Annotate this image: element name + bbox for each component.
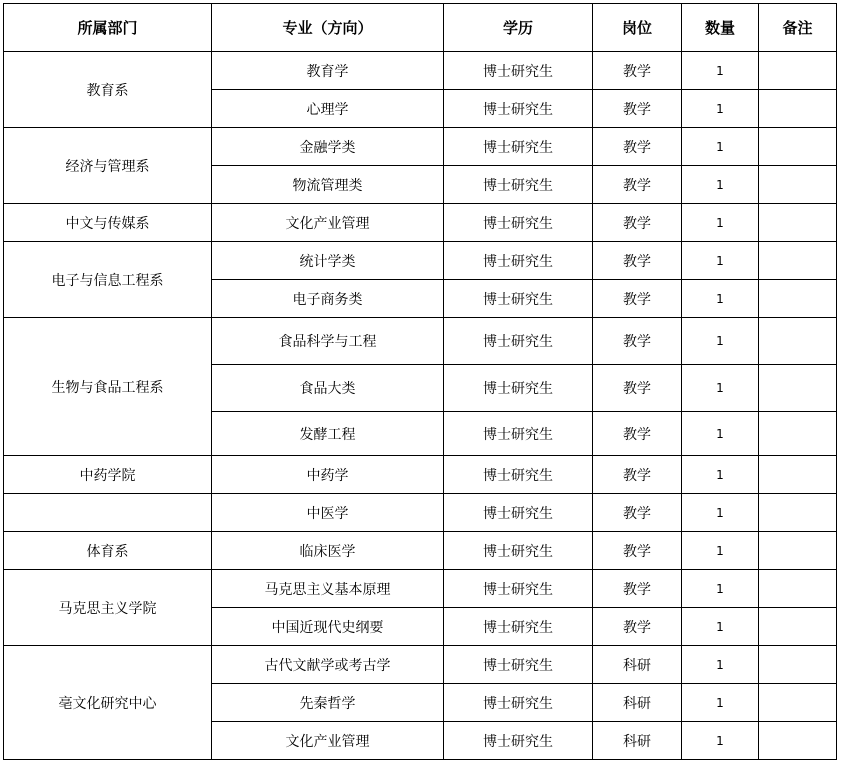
note-cell <box>759 280 837 318</box>
note-cell <box>759 412 837 456</box>
count-cell: 1 <box>682 280 759 318</box>
post-cell: 教学 <box>593 608 682 646</box>
note-cell <box>759 684 837 722</box>
table-row <box>4 52 837 90</box>
dept-cell: 中药学院 <box>4 456 212 494</box>
dept-cell: 教育系 <box>4 52 212 128</box>
major-cell: 食品科学与工程 <box>212 318 444 365</box>
note-cell <box>759 532 837 570</box>
header-post: 岗位 <box>593 4 682 52</box>
post-cell: 教学 <box>593 494 682 532</box>
dept-cell: 中文与传媒系 <box>4 204 212 242</box>
education-cell: 博士研究生 <box>444 722 593 760</box>
note-cell <box>759 204 837 242</box>
major-cell: 临床医学 <box>212 532 444 570</box>
education-cell: 博士研究生 <box>444 52 593 90</box>
table-row <box>4 570 837 608</box>
table-row <box>4 128 837 166</box>
education-cell: 博士研究生 <box>444 532 593 570</box>
dept-cell: 生物与食品工程系 <box>4 318 212 456</box>
post-cell: 教学 <box>593 456 682 494</box>
education-cell: 博士研究生 <box>444 494 593 532</box>
post-cell: 教学 <box>593 166 682 204</box>
count-cell: 1 <box>682 166 759 204</box>
note-cell <box>759 646 837 684</box>
education-cell: 博士研究生 <box>444 318 593 365</box>
count-cell: 1 <box>682 90 759 128</box>
count-cell: 1 <box>682 608 759 646</box>
education-cell: 博士研究生 <box>444 365 593 412</box>
major-cell: 电子商务类 <box>212 280 444 318</box>
major-cell: 古代文献学或考古学 <box>212 646 444 684</box>
post-cell: 教学 <box>593 532 682 570</box>
dept-cell: 体育系 <box>4 532 212 570</box>
dept-cell: 电子与信息工程系 <box>4 242 212 318</box>
post-cell: 教学 <box>593 128 682 166</box>
post-cell: 教学 <box>593 365 682 412</box>
education-cell: 博士研究生 <box>444 166 593 204</box>
major-cell: 马克思主义基本原理 <box>212 570 444 608</box>
count-cell: 1 <box>682 365 759 412</box>
post-cell: 教学 <box>593 280 682 318</box>
table-row <box>4 494 837 532</box>
note-cell <box>759 570 837 608</box>
major-cell: 文化产业管理 <box>212 722 444 760</box>
table-row <box>4 532 837 570</box>
count-cell: 1 <box>682 242 759 280</box>
header-row <box>4 4 837 52</box>
table-row <box>4 204 837 242</box>
note-cell <box>759 722 837 760</box>
post-cell: 教学 <box>593 570 682 608</box>
dept-cell: 马克思主义学院 <box>4 570 212 646</box>
post-cell: 教学 <box>593 318 682 365</box>
education-cell: 博士研究生 <box>444 204 593 242</box>
education-cell: 博士研究生 <box>444 242 593 280</box>
note-cell <box>759 242 837 280</box>
dept-cell: 经济与管理系 <box>4 128 212 204</box>
count-cell: 1 <box>682 318 759 365</box>
count-cell: 1 <box>682 684 759 722</box>
dept-cell <box>4 494 212 532</box>
major-cell: 中国近现代史纲要 <box>212 608 444 646</box>
count-cell: 1 <box>682 494 759 532</box>
post-cell: 教学 <box>593 52 682 90</box>
education-cell: 博士研究生 <box>444 684 593 722</box>
post-cell: 科研 <box>593 684 682 722</box>
count-cell: 1 <box>682 412 759 456</box>
education-cell: 博士研究生 <box>444 646 593 684</box>
major-cell: 教育学 <box>212 52 444 90</box>
post-cell: 科研 <box>593 646 682 684</box>
table-row <box>4 318 837 365</box>
major-cell: 发酵工程 <box>212 412 444 456</box>
post-cell: 教学 <box>593 204 682 242</box>
header-dept: 所属部门 <box>4 4 212 52</box>
note-cell <box>759 494 837 532</box>
post-cell: 教学 <box>593 90 682 128</box>
major-cell: 心理学 <box>212 90 444 128</box>
count-cell: 1 <box>682 646 759 684</box>
note-cell <box>759 166 837 204</box>
post-cell: 教学 <box>593 412 682 456</box>
count-cell: 1 <box>682 128 759 166</box>
table-row <box>4 456 837 494</box>
count-cell: 1 <box>682 722 759 760</box>
major-cell: 统计学类 <box>212 242 444 280</box>
major-cell: 文化产业管理 <box>212 204 444 242</box>
education-cell: 博士研究生 <box>444 570 593 608</box>
count-cell: 1 <box>682 456 759 494</box>
count-cell: 1 <box>682 570 759 608</box>
education-cell: 博士研究生 <box>444 456 593 494</box>
education-cell: 博士研究生 <box>444 608 593 646</box>
note-cell <box>759 52 837 90</box>
header-major: 专业（方向） <box>212 4 444 52</box>
note-cell <box>759 318 837 365</box>
major-cell: 中医学 <box>212 494 444 532</box>
header-education: 学历 <box>444 4 593 52</box>
post-cell: 科研 <box>593 722 682 760</box>
note-cell <box>759 128 837 166</box>
education-cell: 博士研究生 <box>444 280 593 318</box>
note-cell <box>759 456 837 494</box>
table-row <box>4 646 837 684</box>
education-cell: 博士研究生 <box>444 412 593 456</box>
post-cell: 教学 <box>593 242 682 280</box>
table-row <box>4 242 837 280</box>
education-cell: 博士研究生 <box>444 128 593 166</box>
major-cell: 金融学类 <box>212 128 444 166</box>
header-count: 数量 <box>682 4 759 52</box>
major-cell: 食品大类 <box>212 365 444 412</box>
recruitment-table <box>3 3 837 760</box>
major-cell: 中药学 <box>212 456 444 494</box>
dept-cell: 亳文化研究中心 <box>4 646 212 760</box>
count-cell: 1 <box>682 204 759 242</box>
note-cell <box>759 365 837 412</box>
count-cell: 1 <box>682 52 759 90</box>
major-cell: 物流管理类 <box>212 166 444 204</box>
header-note: 备注 <box>759 4 837 52</box>
note-cell <box>759 608 837 646</box>
note-cell <box>759 90 837 128</box>
major-cell: 先秦哲学 <box>212 684 444 722</box>
education-cell: 博士研究生 <box>444 90 593 128</box>
count-cell: 1 <box>682 532 759 570</box>
